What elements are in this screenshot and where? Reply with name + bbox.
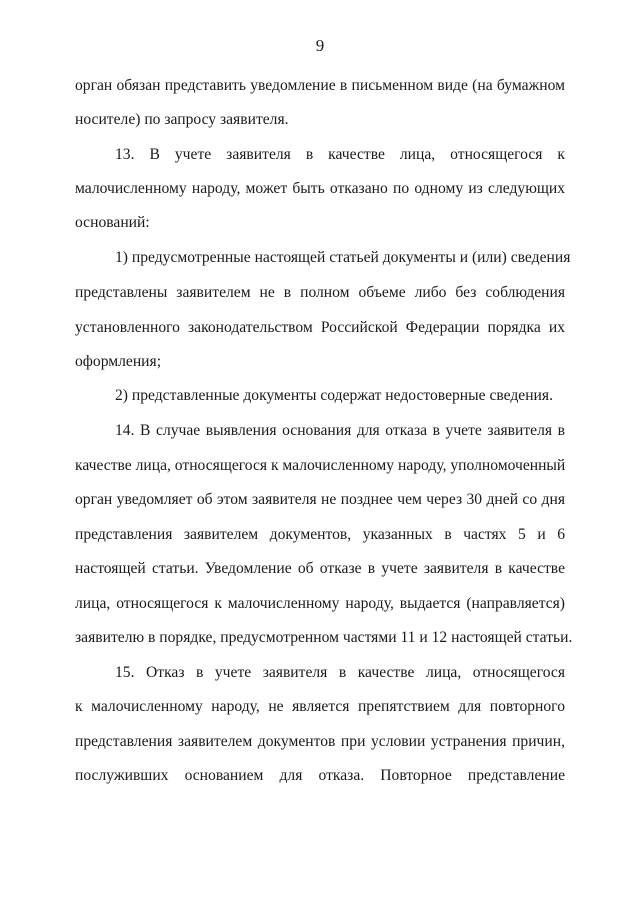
text-line: 15. Отказ в учете заявителя в качестве лица, относящегося bbox=[115, 664, 565, 681]
text-line: носителе) по запросу заявителя. bbox=[75, 111, 289, 128]
text-line: представления заявителем документов при условии устранения причин, bbox=[75, 733, 565, 750]
text-line: настоящей статьи. Уведомление об отказе в учете заявителя в качестве bbox=[75, 560, 565, 577]
text-line: 2) представленные документы содержат недостоверные сведения. bbox=[115, 387, 553, 404]
text-line: орган обязан представить уведомление в письменном виде (на бумажном bbox=[75, 77, 565, 94]
text-line: лица, относящегося к малочисленному народу, выдается (направляется) bbox=[75, 595, 565, 612]
text-line: представления заявителем документов, указанных в частях 5 и 6 bbox=[75, 526, 565, 543]
text-line: установленного законодательством Российской Федерации порядка их bbox=[75, 319, 565, 336]
text-line: малочисленному народу, может быть отказано по одному из следующих bbox=[75, 180, 565, 197]
text-line: 1) предусмотренные настоящей статьей документы и (или) сведения bbox=[115, 249, 571, 266]
text-line: к малочисленному народу, не является препятствием для повторного bbox=[75, 698, 565, 715]
text-line: 14. В случае выявления основания для отказа в учете заявителя в bbox=[115, 422, 565, 439]
page-number: 9 bbox=[315, 36, 325, 55]
text-line: орган уведомляет об этом заявителя не позднее чем через 30 дней со дня bbox=[75, 491, 565, 508]
text-line: представлены заявителем не в полном объеме либо без соблюдения bbox=[75, 284, 565, 301]
text-line: послуживших основанием для отказа. Повторное представление bbox=[75, 767, 565, 784]
text-line: 13. В учете заявителя в качестве лица, относящегося к bbox=[115, 146, 565, 163]
text-line: качестве лица, относящегося к малочисленному народу, уполномоченный bbox=[75, 457, 566, 474]
text-line: заявителю в порядке, предусмотренном частями 11 и 12 настоящей статьи. bbox=[75, 629, 573, 646]
text-line: оформления; bbox=[75, 353, 162, 370]
text-line: оснований: bbox=[75, 214, 150, 231]
